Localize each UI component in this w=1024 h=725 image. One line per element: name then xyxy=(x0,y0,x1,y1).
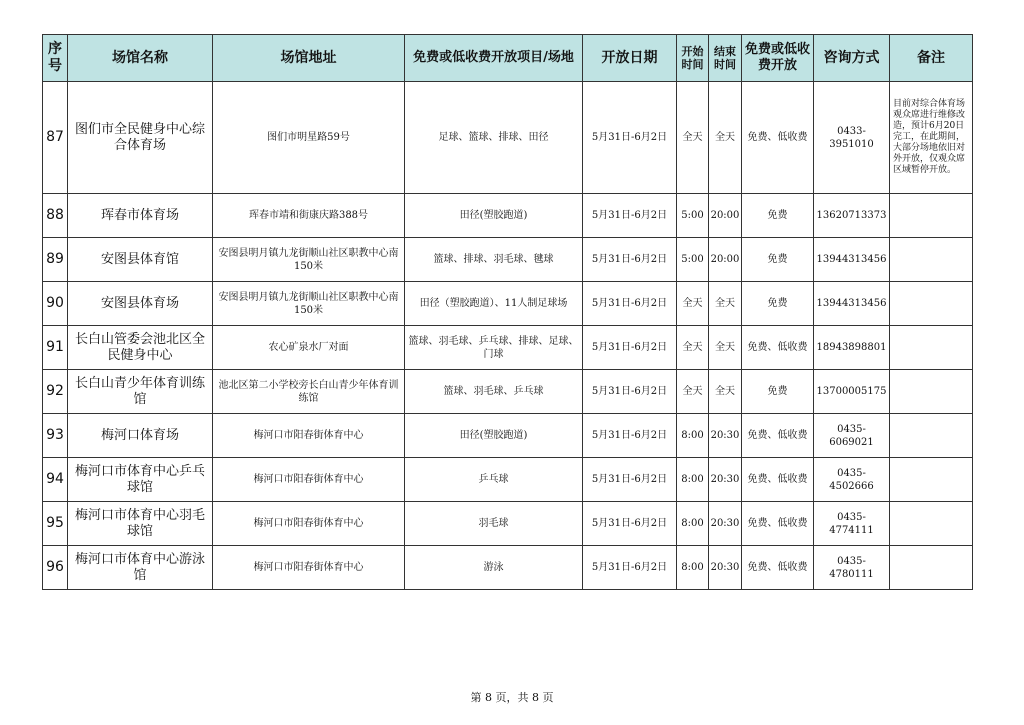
table-row xyxy=(43,282,973,326)
header-start: 开始时间 xyxy=(677,35,709,82)
row-start: 8:00 xyxy=(677,458,709,502)
row-note: 目前对综合体育场观众席进行维修改造，预计6月20日完工，在此期间，大部分场地依旧对外开放，仅观众席区域暂停开放。 xyxy=(890,82,973,194)
row-name: 梅河口市体育中心乒乓球馆 xyxy=(68,458,213,502)
row-contact: 0433-3951010 xyxy=(814,82,890,194)
header-name: 场馆名称 xyxy=(68,35,213,82)
row-end: 20:30 xyxy=(709,502,742,546)
row-items: 乒乓球 xyxy=(405,458,583,502)
row-no: 88 xyxy=(43,194,68,238)
row-end: 20:00 xyxy=(709,194,742,238)
page-footer: 第 8 页，共 8 页 xyxy=(470,691,554,704)
row-no: 90 xyxy=(43,282,68,326)
row-contact: 18943898801 xyxy=(814,326,890,370)
row-start: 8:00 xyxy=(677,414,709,458)
header-row xyxy=(43,35,973,82)
header-dates: 开放日期 xyxy=(583,35,677,82)
row-dates: 5月31日-6月2日 xyxy=(583,414,677,458)
row-note xyxy=(890,458,973,502)
row-items: 田径(塑胶跑道) xyxy=(405,414,583,458)
row-address: 梅河口市阳春街体育中心 xyxy=(213,458,405,502)
row-end: 20:00 xyxy=(709,238,742,282)
row-fee: 免费、低收费 xyxy=(742,502,814,546)
header-items: 免费或低收费开放项目/场地 xyxy=(405,35,583,82)
row-end: 全天 xyxy=(709,326,742,370)
row-address: 农心矿泉水厂对面 xyxy=(213,326,405,370)
row-address: 珲春市靖和街康庆路388号 xyxy=(213,194,405,238)
row-address: 图们市明星路59号 xyxy=(213,82,405,194)
row-no: 94 xyxy=(43,458,68,502)
row-address: 安图县明月镇九龙街顺山社区职教中心南150米 xyxy=(213,282,405,326)
row-contact: 13944313456 xyxy=(814,282,890,326)
row-fee: 免费 xyxy=(742,238,814,282)
row-start: 全天 xyxy=(677,82,709,194)
row-dates: 5月31日-6月2日 xyxy=(583,326,677,370)
row-name: 长白山管委会池北区全民健身中心 xyxy=(68,326,213,370)
table-row xyxy=(43,502,973,546)
row-fee: 免费、低收费 xyxy=(742,326,814,370)
row-end: 全天 xyxy=(709,282,742,326)
row-contact: 0435-4774111 xyxy=(814,502,890,546)
header-contact: 咨询方式 xyxy=(814,35,890,82)
row-contact: 0435-4780111 xyxy=(814,546,890,590)
row-dates: 5月31日-6月2日 xyxy=(583,282,677,326)
header-fee: 免费或低收费开放 xyxy=(742,35,814,82)
table-row xyxy=(43,414,973,458)
row-items: 篮球、羽毛球、乒乓球 xyxy=(405,370,583,414)
row-name: 梅河口市体育中心羽毛球馆 xyxy=(68,502,213,546)
table-row xyxy=(43,194,973,238)
table-row xyxy=(43,238,973,282)
row-note xyxy=(890,414,973,458)
row-no: 95 xyxy=(43,502,68,546)
table-row xyxy=(43,458,973,502)
header-no: 序号 xyxy=(43,35,68,82)
row-items: 篮球、排球、羽毛球、毽球 xyxy=(405,238,583,282)
row-fee: 免费 xyxy=(742,370,814,414)
row-no: 91 xyxy=(43,326,68,370)
row-fee: 免费 xyxy=(742,282,814,326)
row-fee: 免费、低收费 xyxy=(742,546,814,590)
row-items: 羽毛球 xyxy=(405,502,583,546)
row-address: 池北区第二小学校旁长白山青少年体育训练馆 xyxy=(213,370,405,414)
row-name: 珲春市体育场 xyxy=(68,194,213,238)
row-note xyxy=(890,546,973,590)
table-row xyxy=(43,82,973,194)
row-note xyxy=(890,238,973,282)
row-address: 梅河口市阳春街体育中心 xyxy=(213,414,405,458)
row-start: 全天 xyxy=(677,326,709,370)
header-note: 备注 xyxy=(890,35,973,82)
row-end: 全天 xyxy=(709,82,742,194)
row-start: 全天 xyxy=(677,370,709,414)
row-no: 96 xyxy=(43,546,68,590)
row-no: 87 xyxy=(43,82,68,194)
row-note xyxy=(890,326,973,370)
header-address: 场馆地址 xyxy=(213,35,405,82)
row-start: 5:00 xyxy=(677,194,709,238)
row-no: 89 xyxy=(43,238,68,282)
row-note xyxy=(890,370,973,414)
row-fee: 免费 xyxy=(742,194,814,238)
row-end: 全天 xyxy=(709,370,742,414)
row-dates: 5月31日-6月2日 xyxy=(583,370,677,414)
row-items: 田径（塑胶跑道）、11人制足球场 xyxy=(405,282,583,326)
table-row xyxy=(43,326,973,370)
row-contact: 0435-6069021 xyxy=(814,414,890,458)
venue-table xyxy=(42,34,973,590)
row-end: 20:30 xyxy=(709,414,742,458)
row-address: 安图县明月镇九龙街顺山社区职教中心南150米 xyxy=(213,238,405,282)
row-dates: 5月31日-6月2日 xyxy=(583,194,677,238)
row-end: 20:30 xyxy=(709,458,742,502)
row-dates: 5月31日-6月2日 xyxy=(583,458,677,502)
row-name: 图们市全民健身中心综合体育场 xyxy=(68,82,213,194)
table-row xyxy=(43,370,973,414)
row-fee: 免费、低收费 xyxy=(742,414,814,458)
row-items: 田径(塑胶跑道) xyxy=(405,194,583,238)
row-name: 安图县体育场 xyxy=(68,282,213,326)
row-dates: 5月31日-6月2日 xyxy=(583,238,677,282)
row-start: 5:00 xyxy=(677,238,709,282)
row-items: 足球、篮球、排球、田径 xyxy=(405,82,583,194)
table-row xyxy=(43,546,973,590)
row-no: 93 xyxy=(43,414,68,458)
row-name: 安图县体育馆 xyxy=(68,238,213,282)
row-dates: 5月31日-6月2日 xyxy=(583,546,677,590)
row-note xyxy=(890,502,973,546)
row-no: 92 xyxy=(43,370,68,414)
row-name: 梅河口市体育中心游泳馆 xyxy=(68,546,213,590)
row-items: 游泳 xyxy=(405,546,583,590)
row-note xyxy=(890,194,973,238)
row-name: 梅河口体育场 xyxy=(68,414,213,458)
row-start: 8:00 xyxy=(677,502,709,546)
row-address: 梅河口市阳春街体育中心 xyxy=(213,546,405,590)
row-start: 全天 xyxy=(677,282,709,326)
row-name: 长白山青少年体育训练馆 xyxy=(68,370,213,414)
header-end: 结束时间 xyxy=(709,35,742,82)
row-start: 8:00 xyxy=(677,546,709,590)
row-dates: 5月31日-6月2日 xyxy=(583,502,677,546)
row-contact: 13620713373 xyxy=(814,194,890,238)
row-end: 20:30 xyxy=(709,546,742,590)
row-dates: 5月31日-6月2日 xyxy=(583,82,677,194)
row-fee: 免费、低收费 xyxy=(742,82,814,194)
row-items: 篮球、羽毛球、乒乓球、排球、足球、门球 xyxy=(405,326,583,370)
row-contact: 13944313456 xyxy=(814,238,890,282)
row-address: 梅河口市阳春街体育中心 xyxy=(213,502,405,546)
row-contact: 0435-4502666 xyxy=(814,458,890,502)
row-note xyxy=(890,282,973,326)
row-fee: 免费、低收费 xyxy=(742,458,814,502)
row-contact: 13700005175 xyxy=(814,370,890,414)
